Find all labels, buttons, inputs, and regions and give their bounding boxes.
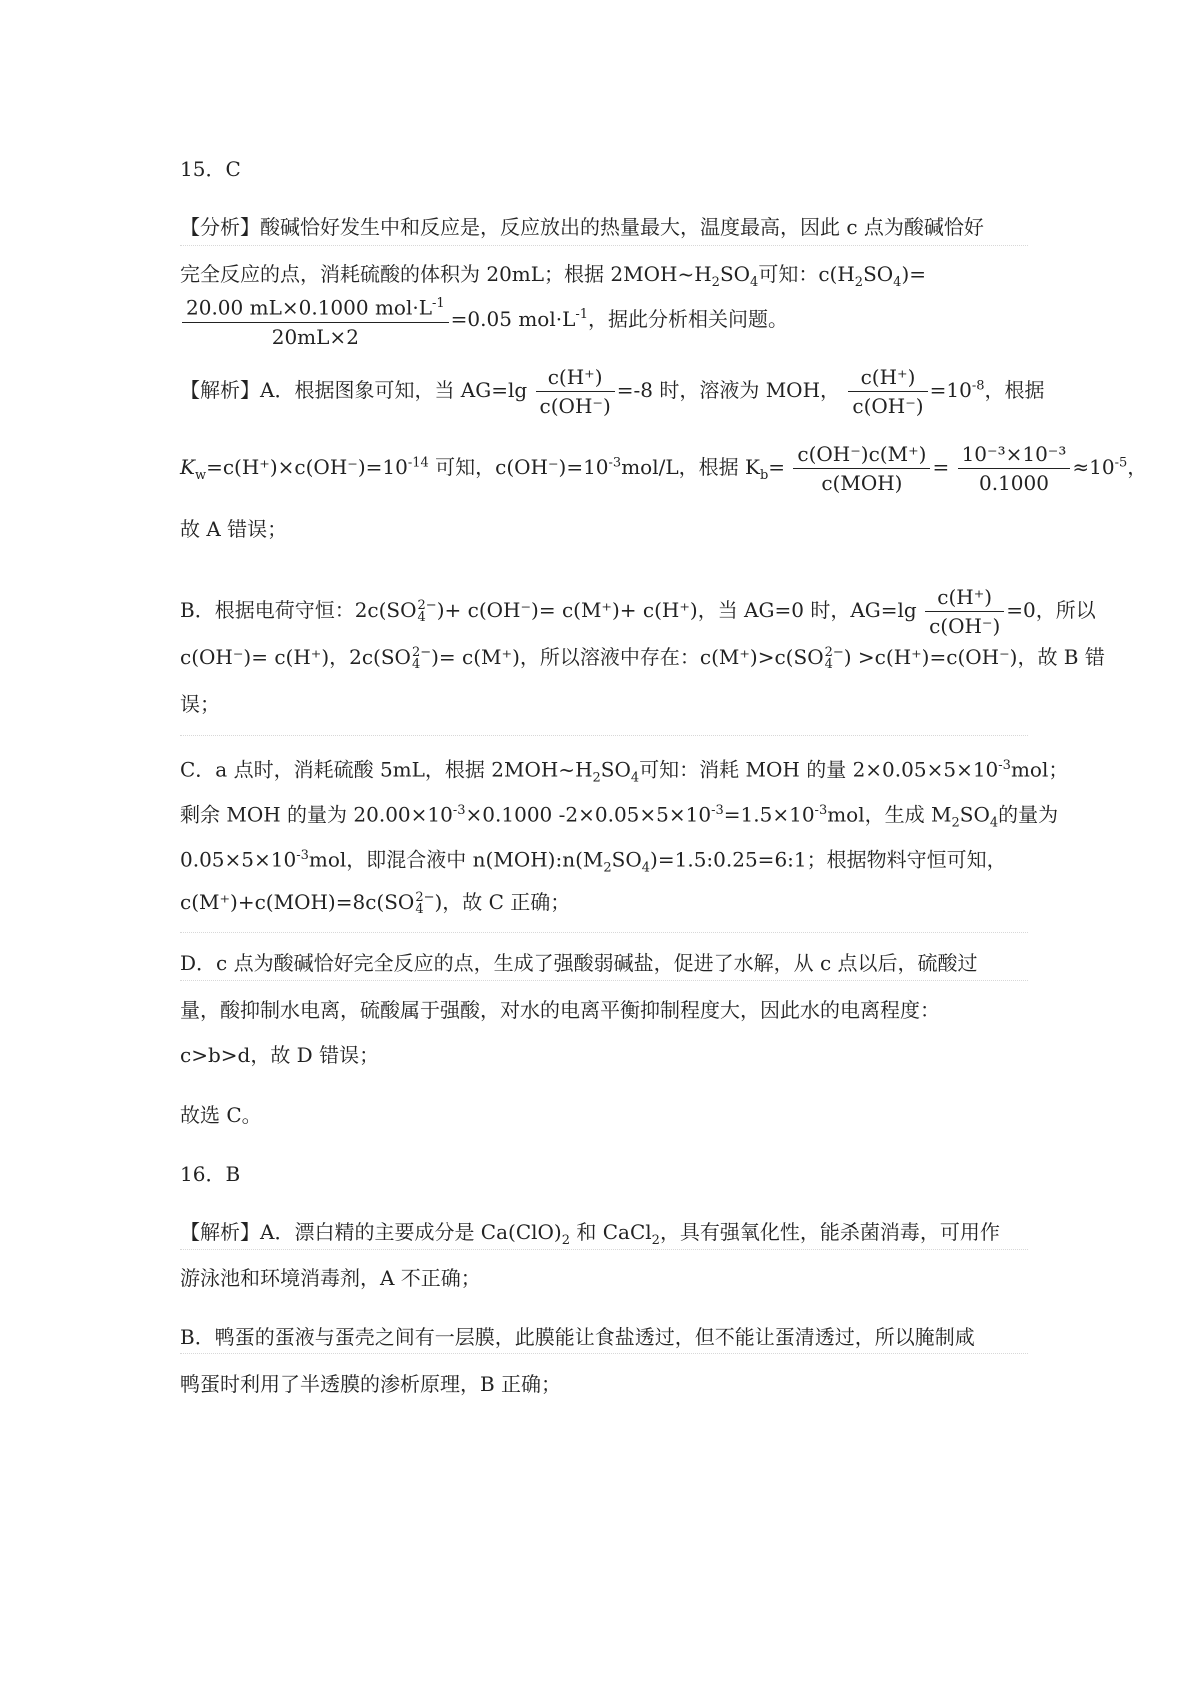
ag-fraction: $\frac{c(H^+)}{c(OH^-)}$ xyxy=(925,585,1004,638)
kb-value-fraction: $\frac{\text{10⁻³×10⁻³}}{0.1000}$ xyxy=(958,442,1071,495)
q16-header: 16．B xyxy=(180,1162,241,1186)
q15-solution-c-line2: 剩余 MOH 的量为 $20.00\times 10^{-3}\times 0.1000$ $-2\times 0.05\times 5\times 10^{-3}=1.5\times 10^{-3}mol$，生成 $M_2SO_4$的量为 xyxy=(180,802,1059,831)
divider xyxy=(180,932,1028,933)
q15-solution-c-line3: $0.05\times 5\times 10^{-3}mol$，即混合液中 $n(MOH):n(M_2SO_4)=1.5:0.25=6:1$；根据物料守恒可知， xyxy=(180,847,1007,876)
q15-solution-d-line2: 量，酸抑制水电离，硫酸属于强酸，对水的电离平衡抑制程度大，因此水的电离程度： xyxy=(180,998,940,1022)
sulfate-charge: 2− 4 xyxy=(417,597,437,625)
q16-solution-b-line1: B．鸭蛋的蛋液与蛋壳之间有一层膜，此膜能让食盐透过，但不能让蛋清透过，所以腌制咸 xyxy=(180,1325,975,1349)
ag-fraction: $\frac{c(H^+)}{c(OH^-)}$ xyxy=(536,365,615,418)
divider xyxy=(180,245,1028,246)
concentration-fraction: $\frac{20.00 mL\times 0.1000 mol\cdot L^{-1}}{20mL\times 2}$ xyxy=(182,292,449,349)
q16-solution-a-line2: 游泳池和环境消毒剂，A 不正确； xyxy=(180,1266,481,1290)
q15-solution-c-line1: C．a 点时，消耗硫酸 5mL，根据 $2MOH\sim H_2SO_4$可知：消耗 MOH 的量 $2\times 0.05\times 5\times 10^{-3}mol$； xyxy=(180,757,1069,786)
analysis-label: 【分析】 xyxy=(180,215,260,239)
sulfate-charge: 2− 4 xyxy=(824,644,844,672)
sulfate-charge: 2− 4 xyxy=(411,644,432,672)
q15-solution-d-line3: c>b>d，故 D 错误； xyxy=(180,1043,380,1067)
q15-header: 15．C xyxy=(180,157,241,181)
q15-solution-a-line1: 【解析】A．根据图象可知，当 AG=lg $\frac{c(H^+)}{c(OH^-)}$ =-8 时，溶液为 MOH， $\frac{c(H^+)}{c(OH^-)}$ $=10^{-8}$，根据 xyxy=(180,365,1045,418)
q15-solution-b-line3: 误； xyxy=(180,692,220,716)
q15-analysis-line3: $\frac{20.00 mL\times 0.1000 mol\cdot L^{-1}}{20mL\times 2}$ =0.05 $mol\cdot L^{-1}$，据此分析相关问题。 xyxy=(180,292,788,349)
divider xyxy=(180,1249,1028,1250)
solution-label: 【解析】 xyxy=(180,378,260,402)
q15-solution-a-line2: $K_w=c(H^+)\times c(OH^-)=10^{-14}$ 可知，$c(OH^-)=10^{-3}mol/L$，根据 $K_b=$ $\frac{c(OH^-)c(M^+)}{\text{c(MOH)}}$ = $\frac{\text{10⁻³×10⁻³}}{0.1000}$ $\approx 10^{-5}$， xyxy=(180,442,1148,495)
divider xyxy=(180,1353,1028,1354)
divider xyxy=(180,980,1028,981)
kb-fraction: $\frac{c(OH^-)c(M^+)}{\text{c(MOH)}}$ xyxy=(793,442,930,495)
q16-solution-a-line1: 【解析】A．漂白精的主要成分是 $Ca(ClO)_2$ 和 CaCl$_2$，具有强氧化性，能杀菌消毒，可用作 xyxy=(180,1220,1000,1248)
sulfate-charge: 2− 4 xyxy=(415,889,435,917)
q15-solution-a-line3: 故 A 错误； xyxy=(180,517,288,541)
q15-solution-d-line1: D．c 点为酸碱恰好完全反应的点，生成了强酸弱碱盐，促进了水解，从 c 点以后，硫酸过 xyxy=(180,951,978,975)
q15-solution-b-line2: c(OH⁻)= c(H⁺)，2c(SO 2− 4 )= c(M⁺)，所以溶液中存在：c(M⁺)>c(SO 2− 4 ) >c(H⁺)=c(OH⁻)，故 B 错 xyxy=(180,644,1105,672)
divider xyxy=(180,735,1028,736)
q15-solution-c-line4: c(M⁺)+c(MOH)=8c(SO 2− 4 )，故 C 正确； xyxy=(180,889,571,917)
q15-conclusion: 故选 C。 xyxy=(180,1103,262,1127)
ratio-fraction: $\frac{c(H^+)}{c(OH^-)}$ xyxy=(848,365,927,418)
q15-solution-b-line1: B．根据电荷守恒：2c(SO 2− 4 )+ c(OH⁻)= c(M⁺)+ c(H⁺)，当 AG=0 时，AG=lg $\frac{c(H^+)}{c(OH^-)}$ =0，所以 xyxy=(180,585,1096,638)
q16-solution-b-line2: 鸭蛋时利用了半透膜的渗析原理，B 正确； xyxy=(180,1372,562,1396)
q15-analysis-line1: 【分析】酸碱恰好发生中和反应是，反应放出的热量最大，温度最高，因此 c 点为酸碱恰好 xyxy=(180,215,984,239)
q15-analysis-line2: 完全反应的点，消耗硫酸的体积为 20mL；根据 $2MOH\sim H_2SO_4$可知：$c(H_2SO_4)=$ xyxy=(180,262,927,290)
solution-label: 【解析】 xyxy=(180,1220,260,1244)
